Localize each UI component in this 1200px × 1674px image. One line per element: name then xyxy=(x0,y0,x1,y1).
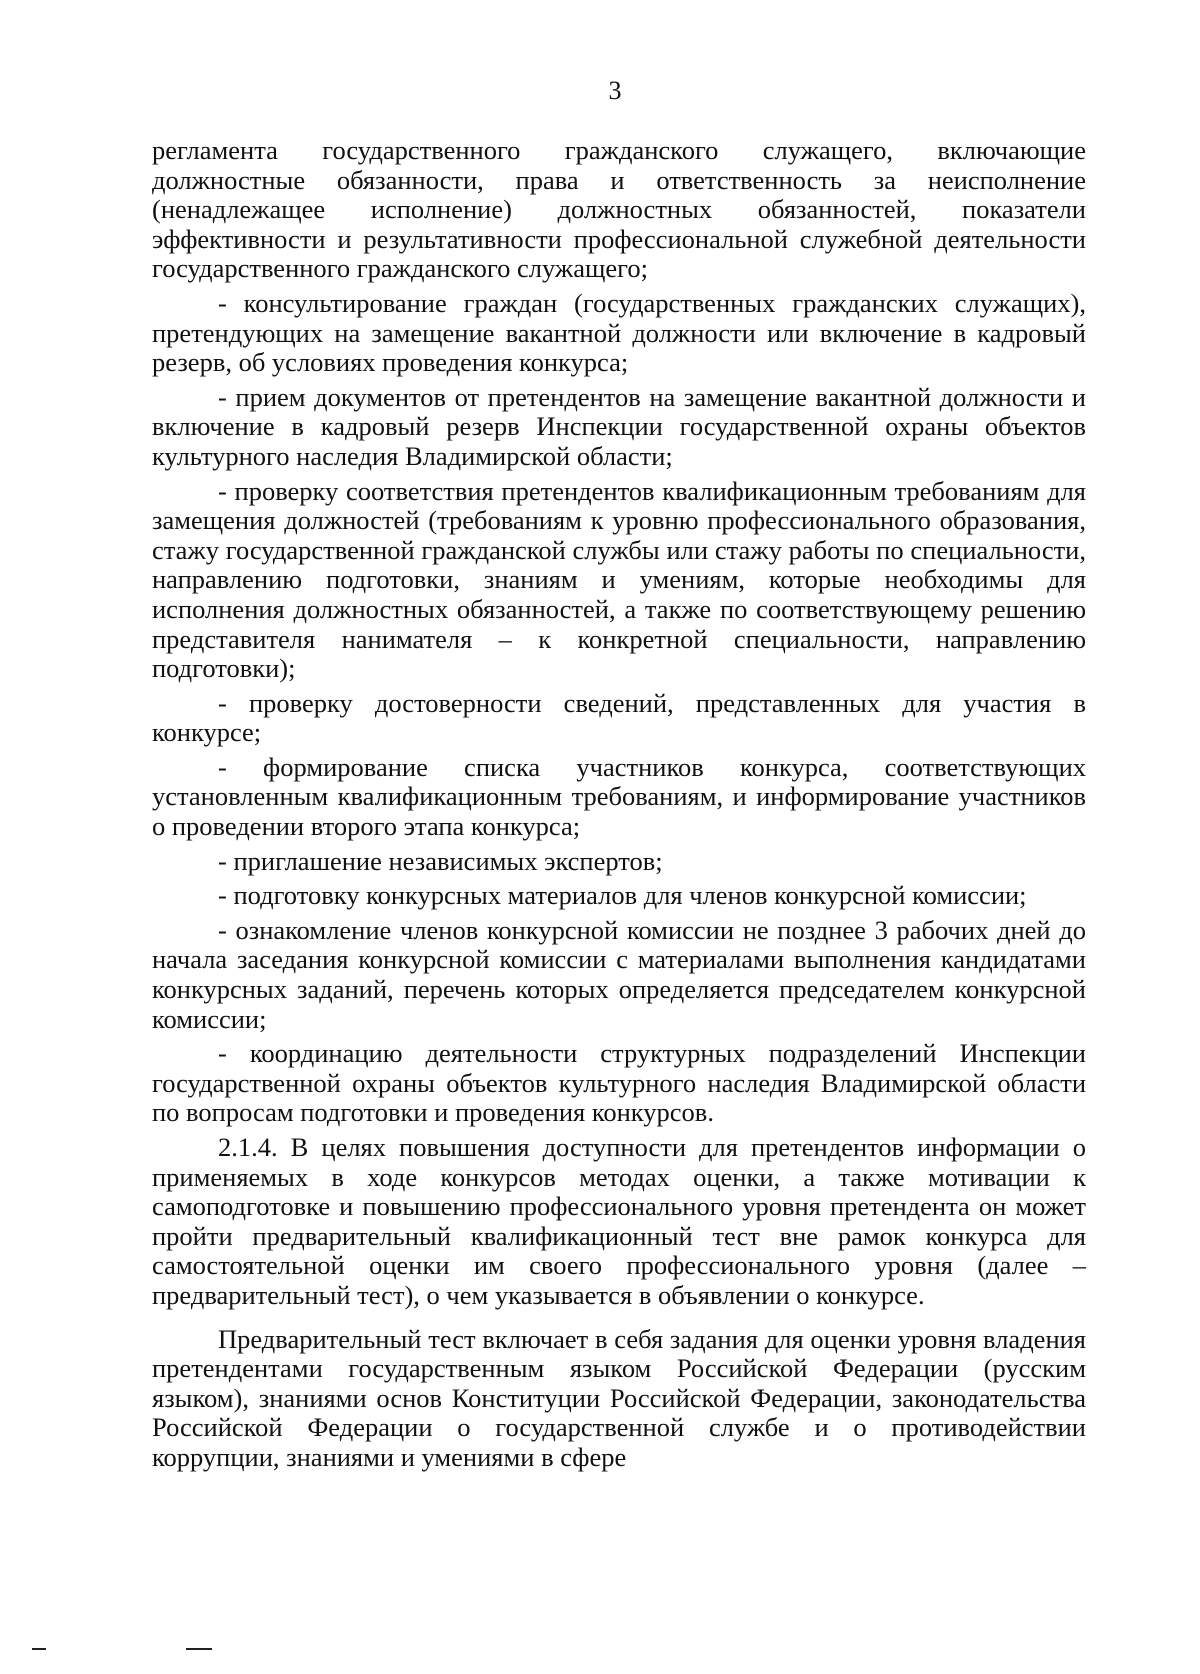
paragraph-predvaritelnyj-test: Предварительный тест включает в себя задания для оценки уровня владения претендентами государственным языком Российской Федерации (русским языком), знаниями основ Конституции Российской Федерации, законодательства Российской Федерации о государственной службе и о противодействии коррупции, знаниями и умениями в сфере xyxy=(152,1323,1086,1472)
paragraph-reglament: регламента государственного гражданского служащего, включающие должностные обязанности, права и ответственность за неисполнение (ненадлежащее исполнение) должностных обязанностей, показатели эффективности и результативности профессиональной служебной деятельности государственного гражданского служащего; xyxy=(152,135,1086,284)
paragraph-proverka-dostovernosti: - проверку достоверности сведений, представленных для участия в конкурсе; xyxy=(152,687,1086,748)
scan-mark-right xyxy=(186,1648,212,1650)
paragraph-koordinaciya: - координацию деятельности структурных подразделений Инспекции государственной охраны объектов культурного наследия Владимирской области по вопросам подготовки и проведения конкурсов. xyxy=(152,1038,1086,1128)
paragraph-priglashenie: - приглашение независимых экспертов; xyxy=(218,845,663,876)
paragraph-formirovanie: - формирование списка участников конкурса, соответствующих установленным квалификационным требованиям, и информирование участников о проведении второго этапа конкурса; xyxy=(152,751,1086,842)
paragraph-podgotovka: - подготовку конкурсных материалов для членов конкурсной комиссии; xyxy=(218,880,1027,911)
paragraph-oznakomlenie: - ознакомление членов конкурсной комиссии не позднее 3 рабочих дней до начала заседания конкурсной комиссии с материалами выполнения кандидатами конкурсных заданий, перечень которых определяется председателем конкурсной комиссии; xyxy=(152,914,1086,1034)
document-body xyxy=(152,136,1086,1473)
paragraph-konsultirovanie: - консультирование граждан (государственных гражданских служащих), претендующих на замещение вакантной должности или включение в кадровый резерв, об условиях проведения конкурса; xyxy=(152,287,1086,378)
scan-footer-marks xyxy=(0,1648,1200,1654)
paragraph-priem: - прием документов от претендентов на замещение вакантной должности и включение в кадровый резерв Инспекции государственной охраны объектов культурного наследия Владимирской области; xyxy=(152,381,1086,471)
scan-mark-left xyxy=(32,1648,46,1650)
paragraph-proverka-sootvetstviya: - проверку соответствия претендентов квалификационным требованиям для замещения должностей (требованиям к уровню профессионального образования, стажу государственной гражданской службы или стажу работы по специальности, направлению подготовки, знаниям и умениям, которые необходимы для исполнения должностных обязанностей, а также по соответствующему решению представителя нанимателя – к конкретной специальности, направлению подготовки); xyxy=(152,475,1086,684)
page-number: 3 xyxy=(608,76,622,105)
paragraph-punkt-2-1-4: 2.1.4. В целях повышения доступности для претендентов информации о применяемых в ходе конкурсов методах оценки, а также мотивации к самоподготовке и повышению профессионального уровня претендента он может пройти предварительный квалификационный тест вне рамок конкурса для самостоятельной оценки им своего профессионального уровня (далее – предварительный тест), о чем указывается в объявлении о конкурсе. xyxy=(152,1132,1086,1310)
